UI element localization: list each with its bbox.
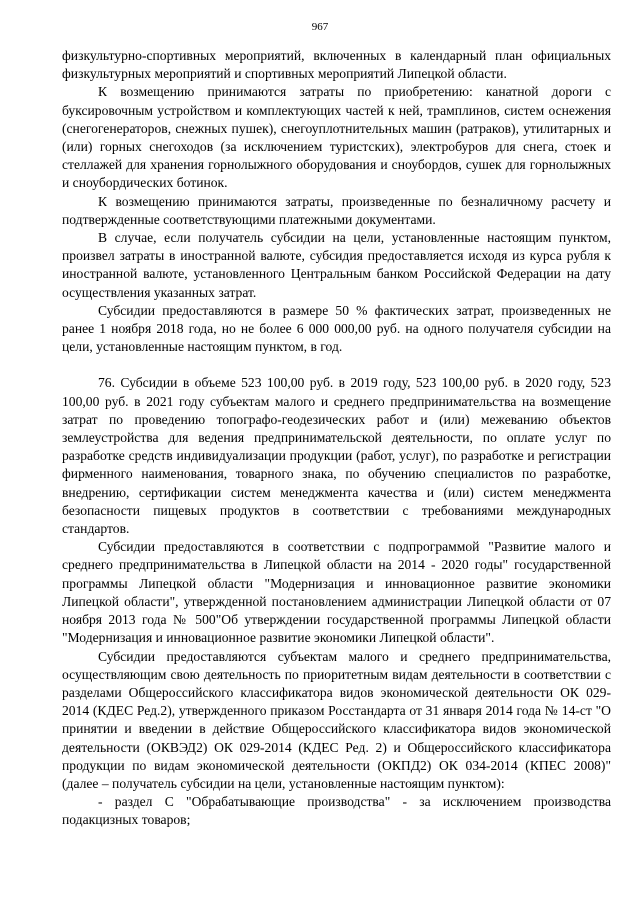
list-item-section-c: - раздел C "Обрабатывающие производства" - за исключением производства подакцизных товаров;	[62, 794, 611, 828]
paragraph-cashless-payment: К возмещению принимаются затраты, произведенные по безналичному расчету и подтвержденные соответствующими платежными документами.	[62, 193, 611, 227]
paragraph-foreign-currency: В случае, если получатель субсидии на цели, установленные настоящим пунктом, произвел затраты в иностранной валюте, субсидия предоставляется исходя из курса рубля к иностранной валюте, установленного Центральным банком Российской Федерации на дату осуществления указанных затрат.	[62, 230, 611, 300]
paragraph-subsidy-size: Субсидии предоставляются в размере 50 % фактических затрат, произведенных не ранее 1 ноября 2018 года, но не более 6 000 000,00 руб. на одного получателя субсидии на цели, установленные настоящим пунктом, в год.	[62, 302, 611, 355]
paragraph-priority-activities: Субсидии предоставляются субъектам малого и среднего предпринимательства, осуществляющим свою деятельность по приоритетным видам деятельности в соответствии с разделами Общероссийского классификатора видов экономической деятельности ОК 029-2014 (КДЕС Ред.2), утвержденного приказом Росстандарта от 31 января 2014 года № 14-ст "О принятии и введении в действие Общероссийского классификатора видов экономической деятельности (ОКВЭД2) ОК 029-2014 (КДЕС Ред. 2) и Общероссийского классификатора продукции по видам экономической деятельности (ОКПД2) ОК 034-2014 (КПЕС 2008)" (далее – получатель субсидии на цели, установленные настоящим пунктом):	[62, 648, 611, 791]
paragraph-reimbursement-purchases: К возмещению принимаются затраты по приобретению: канатной дороги с буксировочным устройством и комплектующих частей к ней, трамплинов, систем оснежения (снегогенераторов, снежных пушек), снегоуплотнительных машин (ратраков), утилитарных и (или) горных снегоходов (за исключением туристских), электробуров для снега, стоек и стеллажей для хранения горнолыжного оборудования и сноубордов, сушек для горнолыжных и сноубордических ботинок.	[62, 84, 611, 191]
paragraph-subprogram: Субсидии предоставляются в соответствии с подпрограммой "Развитие малого и среднего предпринимательства в Липецкой области на 2014 - 2020 годы" государственной программы Липецкой области "Модернизация и инновационное развитие экономики Липецкой области", утвержденной постановлением администрации Липецкой области от 07 ноября 2013 года № 500"Об утверждении государственной программы Липецкой области "Модернизация и инновационное развитие экономики Липецкой области".	[62, 539, 611, 646]
paragraph-gap	[62, 356, 611, 374]
paragraph-continuation: физкультурно-спортивных мероприятий, включенных в календарный план официальных физкультурных мероприятий и спортивных мероприятий Липецкой области.	[62, 48, 611, 82]
paragraph-item-76: 76. Субсидии в объеме 523 100,00 руб. в 2019 году, 523 100,00 руб. в 2020 году, 523 100,00 руб. в 2021 году субъектам малого и среднего предпринимательства на возмещение затрат по проведению топографо-геодезических работ и (или) межеванию объектов землеустройства для ведения предпринимательской деятельности, по оплате услуг по разработке средств индивидуализации продукции (работ, услуг), по разработке и регистрации фирменного наименования, товарного знака, по обучению специалистов по разработке, внедрению, сертификации систем менеджмента качества и (или) систем менеджмента безопасности пищевых продуктов в соответствии с требованиями международных стандартов.	[62, 375, 611, 537]
document-body	[62, 47, 611, 830]
page-number: 967	[311, 21, 329, 33]
